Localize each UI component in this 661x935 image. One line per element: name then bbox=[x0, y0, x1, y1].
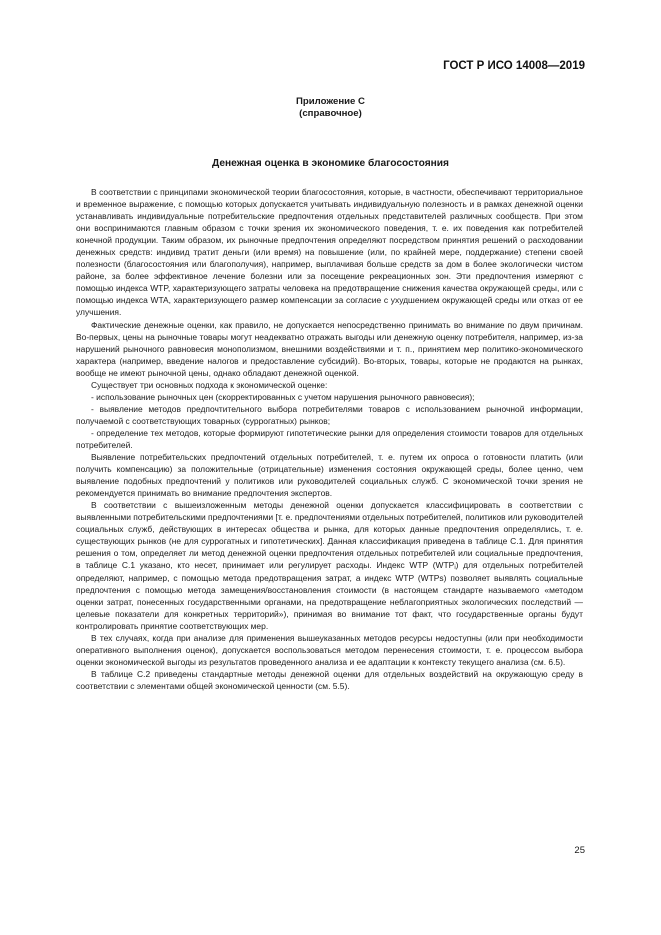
page-number: 25 bbox=[574, 845, 585, 856]
subscript: i bbox=[454, 565, 456, 572]
standard-code: ГОСТ Р ИСО 14008—2019 bbox=[443, 60, 585, 72]
paragraph: В соответствии с принципами экономической теории благосостояния, которые, в частности, обеспечивают территориальное и временное выражение, с помощью которых допускается учитывать индивидуальную полезность и в рамках денежной оценки устанавливать индивидуальные потребительские предпочтения отдельных представителей различных сообществ. При этом они воспринимаются главным образом с точки зрения их экономического поведения, т. е. их поведения как потребителей конечной продукции. Таким образом, их рыночные предпочтения определяют посредством принятия решений о расходовании денежных средств: индивид тратит деньги (или время) на повышение (или, по крайней мере, поддержание) степени своей полезности (благосостояния или благополучия), например, выплачивая больше средств за дом в более экологически чистом районе, за более эффективное лечение болезни или за посещение рекреационных зон. Эти предпочтения измеряют с помощью индекса WTP, характеризующего затраты человека на предотвращение снижения качества окружающей среды, или с помощью индекса WTA, характеризующего размер компенсации за согласие с ухудшением окружающей среды или отказ от ее улучшения. bbox=[76, 187, 583, 318]
paragraph: Выявление потребительских предпочтений отдельных потребителей, т. е. путем их опроса о готовности платить (или получить компенсацию) за положительные (отрицательные) изменения состояния окружающей среды, более ценно, чем выявление подобных предпочтений у политиков или руководителей социальных служб. С экономической точки зрения не рекомендуется принимать во внимание предпочтения экспертов. bbox=[76, 452, 583, 499]
list-item: - использование рыночных цен (скорректированных с учетом нарушения рыночного равновесия); bbox=[91, 391, 475, 402]
paragraph-text: ) для отдельных потребителей определяют, например, с помощью метода предотвращения затрат, а индекс WTP (WTPs) позволяет выявлять социальные предпочтения с помощью метода замещения/восстановления стоимости (в настоящем стандарте называемого «методом оценки затрат, понесенных государственными органами, на предотвращение неблагоприятных экологических последствий — целевые показатели для конкретных территорий»), принимая во внимание тот факт, что государственные органы будут контролировать принятие соответствующих мер. bbox=[76, 560, 584, 631]
appendix-subtitle: (справочное) bbox=[299, 108, 362, 119]
appendix-title: Приложение C bbox=[296, 96, 365, 107]
appendix-heading bbox=[0, 96, 661, 120]
paragraph-text: В соответствии с вышеизложенным методы денежной оценки допускается классифицировать в соответствии с выявленными потребительскими предпочтениями [т. е. предпочтениями отдельных потребителей, политиков или руководителей социальных служб, действующих в интересах общества и рынка, для которых данные предпочтения определялись, т. е. существующих рынков (не для суррогатных и гипотетических]. Данная классификация приведена в таблице C.1. Для принятия решения о том, определяет ли метод денежной оценки предпочтения отдельных потребителей или социальные предпочтения, в таблице C.1 указано, кто несет, принимает или регулирует расходы. Индекс WTP (WTP bbox=[76, 500, 583, 571]
section-title: Денежная оценка в экономике благосостояния bbox=[211, 158, 450, 169]
list-item: - выявление методов предпочтительного выбора потребителями товаров с использованием рыночной информации, получаемой с соответствующих товарных (суррогатных) рынков; bbox=[76, 403, 583, 426]
paragraph: Существует три основных подхода к экономической оценке: bbox=[91, 379, 328, 390]
paragraph: В таблице C.2 приведены стандартные методы денежной оценки для отдельных воздействий на окружающую среду в соответствии с элементами общей экономической ценности (см. 5.5). bbox=[76, 668, 583, 691]
paragraph bbox=[76, 499, 583, 632]
paragraph: Фактические денежные оценки, как правило, не допускается непосредственно принимать во внимание по двум причинам. Во-первых, цены на рыночные товары могут неадекватно отражать выгоды или денежную оценку потребителя, например, из-за нарушений рыночного равновесия монополизмом, внешними воздействиями и т. п., принятием мер политико-экономического характера (например, введение налогов и предоставление субсидий). Во-вторых, товары, которые не продаются на рынках, вообще не имеют рыночной цены, однако обладают денежной оценкой. bbox=[76, 319, 583, 378]
list-item: - определение тех методов, которые формируют гипотетические рынки для определения стоимости товаров для отдельных потребителей. bbox=[76, 427, 583, 450]
paragraph: В тех случаях, когда при анализе для применения вышеуказанных методов ресурсы недоступны (или при необходимости оперативного выполнения оценок), допускается воспользоваться методом перенесения стоимости, т. е. процессом выбора оценки экономической выгоды из результатов проведенного анализа и ее адаптации к контексту текущего анализа (см. 6.5). bbox=[76, 632, 583, 667]
document-body bbox=[76, 186, 583, 692]
